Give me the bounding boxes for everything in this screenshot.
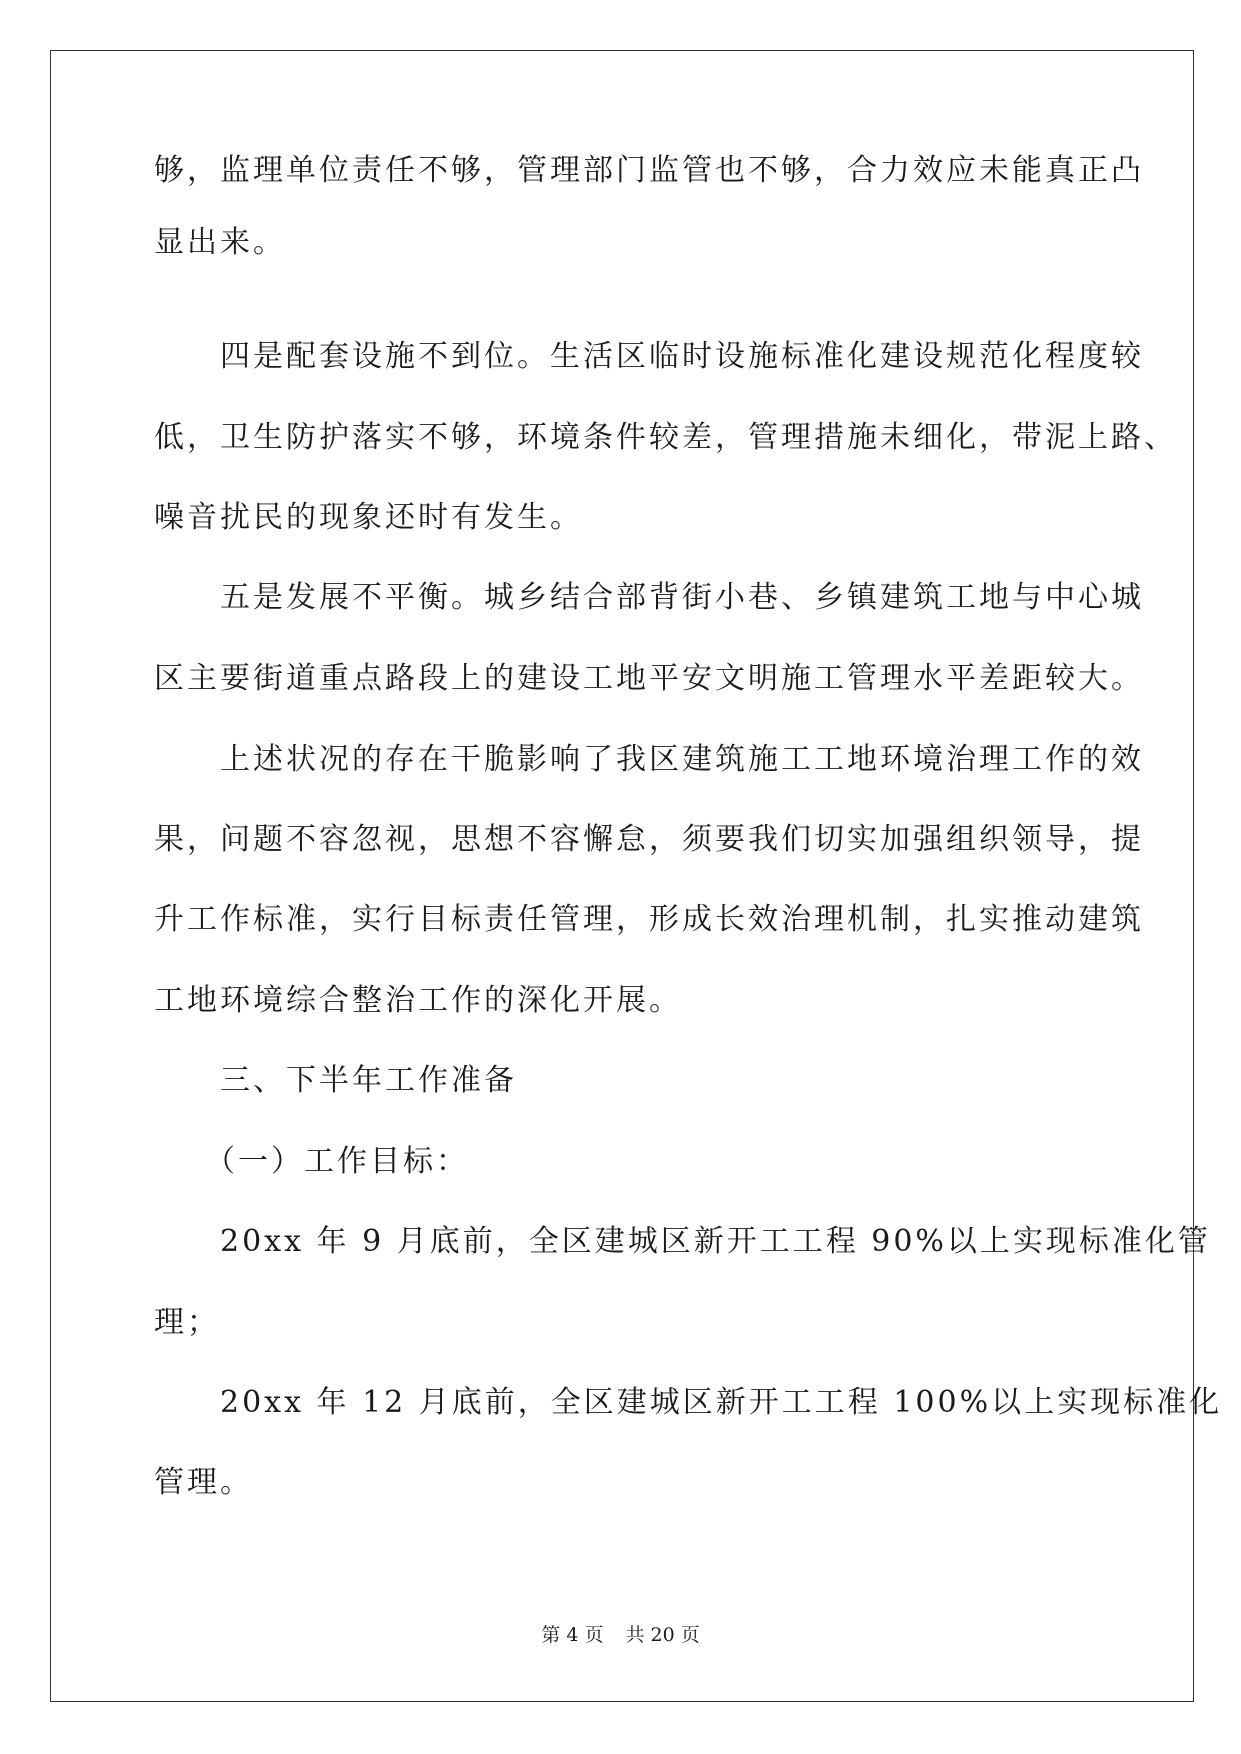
text-line: 果，问题不容忽视，思想不容懈怠，须要我们切实加强组织领导，提 xyxy=(154,822,1144,857)
text-line: 上述状况的存在干脆影响了我区建筑施工工地环境治理工作的效 xyxy=(154,742,1144,777)
text-line: 显出来。 xyxy=(154,225,286,260)
text-line: 噪音扰民的现象还时有发生。 xyxy=(154,500,583,535)
text-line: 够，监理单位责任不够，管理部门监管也不够，合力效应未能真正凸 xyxy=(154,153,1144,188)
text-line: 低，卫生防护落实不够，环境条件较差，管理措施未细化，带泥上路、 xyxy=(154,420,1177,455)
text-line: 20xx 年 9 月底前，全区建城区新开工工程 90%以上实现标准化管 xyxy=(154,1224,1211,1259)
page-border xyxy=(50,50,1223,1702)
text-line: 升工作标准，实行目标责任管理，形成长效治理机制，扎实推动建筑 xyxy=(154,902,1144,937)
page-number: 第 4 页 xyxy=(541,1624,604,1646)
text-line: 理； xyxy=(154,1305,220,1340)
text-line: 工地环境综合整治工作的深化开展。 xyxy=(154,983,682,1018)
text-line: 20xx 年 12 月底前，全区建城区新开工工程 100%以上实现标准化 xyxy=(154,1385,1223,1420)
page-footer xyxy=(0,1620,1241,1647)
section-heading: 三、下半年工作准备 xyxy=(154,1063,517,1098)
text-line: 五是发展不平衡。城乡结合部背街小巷、乡镇建筑工地与中心城 xyxy=(154,580,1144,615)
text-line: 管理。 xyxy=(154,1465,253,1500)
text-line: 区主要街道重点路段上的建设工地平安文明施工管理水平差距较大。 xyxy=(154,661,1144,696)
text-line: 四是配套设施不到位。生活区临时设施标准化建设规范化程度较 xyxy=(154,339,1144,374)
subsection-heading: （一）工作目标： xyxy=(154,1144,469,1179)
page-total: 共 20 页 xyxy=(625,1624,700,1646)
